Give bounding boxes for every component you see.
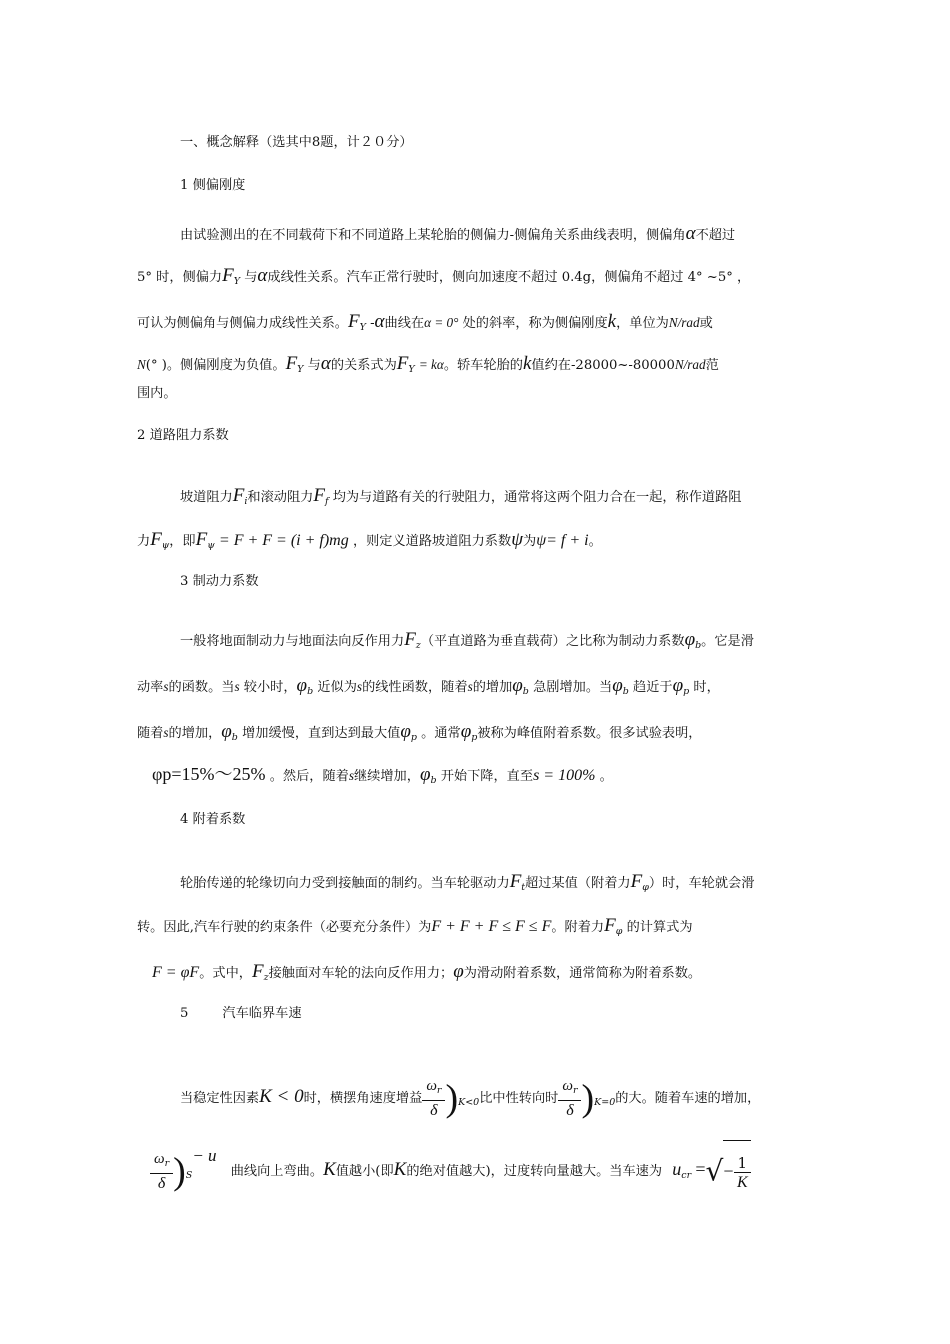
text: 较小时， — [243, 680, 297, 695]
math-road-equation: = F + F = (i + f)mg — [218, 532, 349, 549]
text: 与 — [307, 358, 321, 373]
math-phi: φ — [419, 764, 431, 785]
math-delta: δ — [157, 1175, 166, 1192]
math-phi: φ — [672, 675, 684, 696]
text: 的计算式为 — [626, 920, 693, 935]
section-4-title — [180, 810, 245, 830]
math-sqrt: √ — [705, 1154, 724, 1188]
math-constraint: F + F + F ≤ F ≤ F — [431, 918, 552, 935]
math-phi: φ — [512, 675, 523, 696]
math-sub: ψ — [161, 540, 170, 551]
text: 。 — [599, 769, 613, 784]
math-psi-equation: ψ= f + i — [536, 532, 589, 549]
text: 不超过 — [695, 228, 736, 243]
s2-line-1 — [180, 486, 742, 512]
text: 超过某值（附着力 — [525, 876, 631, 891]
s4-title-text: 4 附着系数 — [180, 812, 246, 827]
math-sub: K<0 — [458, 1097, 480, 1108]
text: （平直道路为垂直载荷）之比称为制动力系数 — [420, 634, 685, 649]
s1-line-2 — [137, 266, 750, 292]
text: ，单位为 — [616, 316, 669, 331]
math-F: F — [251, 961, 264, 982]
math-sub: b — [231, 732, 238, 743]
math-gain-fraction — [150, 1149, 173, 1194]
math-F: F — [285, 353, 298, 374]
math-F: F — [195, 529, 208, 550]
math-minus: − — [723, 1160, 734, 1181]
math-F: F — [404, 629, 416, 650]
math-unit: N/rad — [674, 357, 706, 372]
text: 当稳定性因素 — [180, 1091, 260, 1106]
math-s: s — [163, 725, 169, 740]
math-sub: b — [622, 686, 629, 697]
text: 随着 — [137, 726, 164, 741]
math-F: F — [630, 871, 643, 892]
text: 轮胎传递的轮缘切向力受到接触面的制约。当车轮驱动力 — [180, 876, 510, 891]
math-alpha: α — [320, 353, 331, 374]
text: 近似为 — [317, 680, 357, 695]
math-phi: φ — [684, 629, 696, 650]
math-sub: r — [164, 1158, 170, 1169]
s3-line-3 — [137, 722, 702, 748]
text: 的线性函数，随着 — [362, 680, 468, 695]
math-minus-u: − u — [192, 1146, 217, 1165]
text: 的大。随着车速的增加， — [615, 1091, 761, 1106]
math-one: 1 — [734, 1154, 752, 1173]
math-gain-fraction — [422, 1076, 445, 1121]
text: 值约在-28000~-80000 — [531, 358, 675, 373]
math-K: K — [393, 1159, 407, 1180]
text: 围内。 — [137, 386, 177, 401]
s1-line-4 — [137, 354, 719, 380]
math-F: F — [604, 915, 616, 936]
s3-line-2 — [137, 676, 720, 702]
s4-line-2 — [137, 916, 693, 942]
math-k-alpha: = kα — [418, 357, 444, 372]
text: 由试验测出的在不同载荷下和不同道路上某轮胎的侧偏力-侧偏角关系曲线表明，侧偏角 — [180, 228, 686, 243]
text: 为滑动附着系数，通常简称为附着系数。 — [463, 966, 702, 981]
math-F: F — [348, 311, 360, 332]
s1-line-1 — [180, 224, 735, 246]
math-sub: z — [263, 972, 269, 983]
math-s: s — [348, 768, 354, 783]
math-F: F — [509, 871, 522, 892]
math-sub: b — [307, 686, 314, 697]
math-omega: ω — [562, 1078, 573, 1094]
math-F: F — [313, 485, 325, 506]
math-sub: p — [683, 686, 690, 697]
text: 范 — [705, 358, 719, 373]
text: 继续增加， — [354, 769, 420, 784]
math-sub: p — [410, 732, 417, 743]
s3-line-4 — [152, 764, 613, 791]
math-phip-range: φp=15%～25% — [152, 764, 266, 784]
math-unit: N — [137, 357, 146, 372]
text: 接触面对车轮的法向反作用力； — [268, 966, 454, 981]
math-F: F — [396, 353, 409, 374]
text: 和滚动阻力 — [247, 490, 314, 505]
text: 。 — [588, 534, 602, 549]
math-K: K — [323, 1159, 336, 1180]
math-omega: ω — [426, 1078, 437, 1094]
text: 。然后，随着 — [269, 769, 349, 784]
text: 为 — [523, 534, 537, 549]
math-sub: b — [430, 775, 437, 786]
s1-line-3: 可认为侧偏角与侧偏力成线性关系。$F_Y$ -α曲线在α = 0° 处的斜率，称为侧偏刚度k，单位为N/rad或 — [137, 311, 713, 333]
math-sub: Y — [233, 276, 241, 287]
math-psi: ψ — [511, 529, 523, 550]
text: 成线性关系。汽车正常行驶时，侧向加速度不超过 0.4g，侧偏角不超过 4° ~5° ， — [267, 270, 751, 285]
s4-line-1 — [180, 872, 754, 898]
text: 力 — [137, 534, 151, 549]
math-delta: δ — [430, 1102, 438, 1119]
s5-line-2: $\frac{\omega_r}{\delta}$ )$_S- u$ 曲线向上弯曲。K值越小(即K的绝对值越大)，过度转向量越大。当车速为 $u_{cr}$ =√− $\frac{1}{K}$ — [150, 1126, 751, 1206]
math-sub: r — [572, 1085, 578, 1096]
text: 值越小(即 — [335, 1164, 394, 1179]
text: 的关系式为 — [330, 358, 397, 373]
heading-text: 一、概念解释（选其中8题，计２０分） — [180, 135, 413, 150]
s4-line-3 — [152, 962, 701, 988]
text: (° )。侧偏刚度为负值。 — [145, 358, 286, 373]
math-K: K — [736, 1173, 748, 1191]
math-sub: z — [415, 640, 421, 651]
math-paren: ) — [445, 1077, 459, 1120]
text: 趋近于 — [633, 680, 673, 695]
math-sub: b — [522, 686, 529, 697]
text: 可认为侧偏角与侧偏力成线性关系。 — [137, 316, 348, 331]
text: 比中性转向时 — [479, 1091, 559, 1106]
text: 被称为峰值附着系数。很多试验表明， — [477, 726, 702, 741]
s2-line-2 — [137, 530, 602, 556]
text: 均为与道路有关的行驶阻力，通常将这两个阻力合在一起，称作道路阻 — [332, 490, 742, 505]
math-phi: φ — [400, 721, 411, 742]
math-s-full: s = 100% — [533, 767, 596, 784]
text: ，即 — [169, 534, 196, 549]
text: 。通常 — [421, 726, 461, 741]
text: 开始下降，直至 — [440, 769, 534, 784]
text: 时，横摆角速度增益 — [303, 1091, 423, 1106]
math-paren: ) — [581, 1077, 595, 1120]
math-sub: t — [521, 882, 526, 893]
s2-title-text: 2 道路阻力系数 — [137, 428, 229, 443]
text: 增加缓慢，直到达到最大值 — [242, 726, 401, 741]
math-sub: S — [185, 1170, 193, 1181]
math-s: s — [163, 679, 169, 694]
math-sub: Y — [359, 322, 366, 333]
section-3-title — [180, 572, 259, 592]
text: 。附着力 — [551, 920, 605, 935]
math-sub: Y — [297, 364, 304, 375]
s1-title-text: 1 侧偏刚度 — [180, 178, 246, 193]
text: 或 — [699, 316, 713, 331]
math-sub: b — [695, 640, 702, 651]
text: 急剧增加。当 — [533, 680, 613, 695]
math-k: k — [522, 353, 532, 374]
math-phi: φ — [296, 675, 308, 696]
text: 的绝对值越大)，过度转向量越大。当车速为 — [406, 1164, 663, 1179]
math-K-condition: K < 0 — [259, 1086, 304, 1107]
math-omega: ω — [154, 1151, 165, 1167]
math-sub: p — [471, 732, 478, 743]
text: ）时，车轮就会滑 — [648, 876, 755, 891]
math-alpha: α — [374, 311, 385, 332]
s5-title-text: 汽车临界车速 — [222, 1006, 302, 1021]
math-sub: φ — [642, 882, 649, 893]
text: 。它是滑 — [701, 634, 754, 649]
text: 5° 时，侧偏力 — [137, 270, 223, 285]
s5-line-1 — [180, 1072, 760, 1128]
section-2-title — [137, 426, 229, 446]
math-sub: K=0 — [594, 1097, 616, 1108]
math-Fphi-equation: F = φF — [152, 964, 200, 981]
math-s: s — [467, 679, 473, 694]
math-phi: φ — [612, 675, 623, 696]
math-phi: φ — [453, 961, 464, 982]
math-alpha-zero: α = 0° — [424, 315, 459, 330]
s5-number: 5 — [180, 1006, 189, 1021]
text: 曲线向上弯曲。 — [230, 1164, 324, 1179]
text: 的增加， — [168, 726, 222, 741]
text: 一般将地面制动力与地面法向反作用力 — [180, 634, 405, 649]
math-k: k — [607, 311, 617, 332]
math-phi: φ — [460, 721, 472, 742]
s1-line-5 — [137, 384, 177, 404]
s3-title-text: 3 制动力系数 — [180, 574, 259, 589]
math-sqrt-body — [723, 1140, 751, 1204]
text: 转。因此,汽车行驶的约束条件（必要充分条件）为 — [137, 920, 432, 935]
text: ，则定义道路坡道阻力系数 — [352, 534, 512, 549]
math-delta: δ — [566, 1102, 574, 1119]
text: 的函数。当 — [168, 680, 235, 695]
text: 曲线在 — [384, 316, 425, 331]
math-phi: φ — [221, 721, 232, 742]
text: 与 — [244, 270, 258, 285]
text: 。式中， — [199, 966, 252, 981]
math-inverse-fraction — [734, 1154, 752, 1193]
math-sub: i — [244, 496, 248, 507]
section-1-title — [180, 176, 245, 196]
math-sub: ψ — [207, 540, 215, 551]
math-s: s — [234, 679, 240, 694]
math-gain-fraction — [558, 1076, 581, 1121]
math-sub: φ — [615, 926, 623, 937]
section-5-title — [180, 1004, 302, 1024]
math-s: s — [356, 679, 363, 694]
math-unit: N/rad — [668, 315, 700, 330]
math-sub: Y — [408, 364, 415, 375]
math-u: u — [672, 1159, 682, 1179]
text: 时， — [693, 680, 720, 695]
s3-line-1 — [180, 630, 754, 656]
math-sub: r — [436, 1085, 442, 1096]
math-F: F — [150, 529, 162, 550]
math-F: F — [232, 485, 245, 506]
text: 处的斜率，称为侧偏刚度 — [462, 316, 608, 331]
text: 。轿车轮胎的 — [443, 358, 523, 373]
math-alpha: α — [257, 265, 268, 286]
text: 动率 — [137, 680, 164, 695]
text: 坡道阻力 — [180, 490, 233, 505]
math-F: F — [222, 265, 234, 286]
math-sub: f — [324, 496, 329, 507]
math-alpha: α — [685, 223, 696, 244]
math-paren: ) — [173, 1150, 186, 1193]
section-heading — [180, 133, 413, 153]
text: 的增加 — [472, 680, 513, 695]
math-sub: cr — [681, 1170, 692, 1181]
